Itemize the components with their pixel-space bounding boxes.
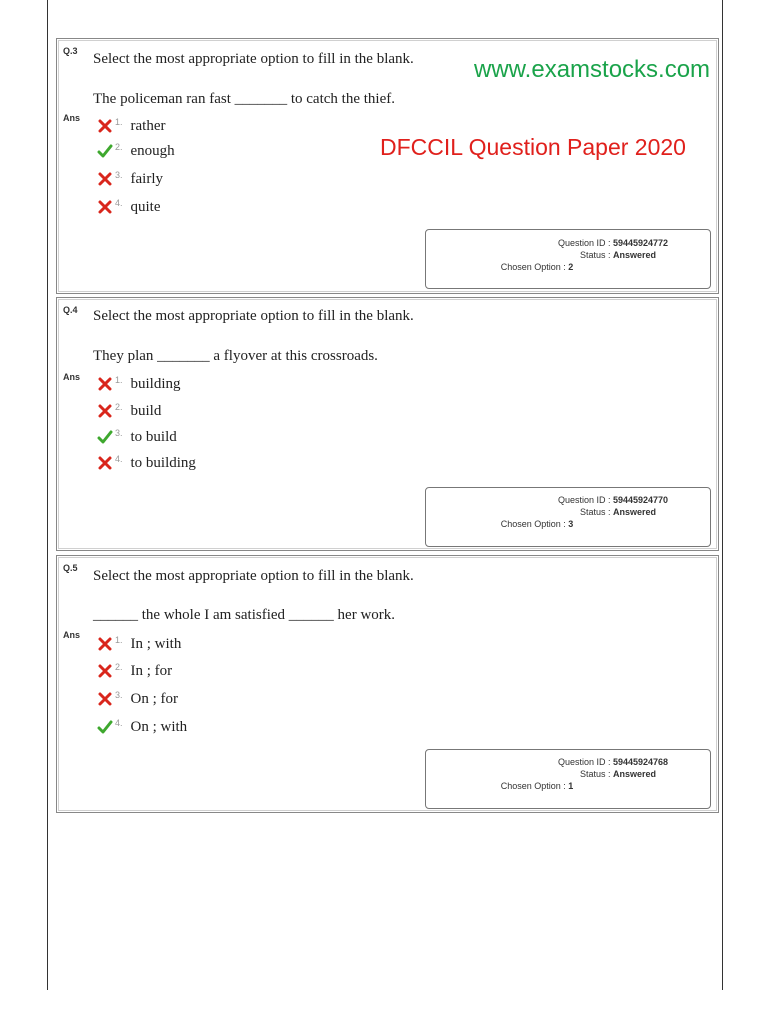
chosen-option-row: Chosen Option : 1 [500,781,574,791]
question-stem: ______ the whole I am satisfied ______ her work. [93,607,396,623]
chosen-option-value: 2 [568,262,574,272]
question-id: 59445924770 [612,495,669,505]
question-prompt: Select the most appropriate option to fill in the blank. [93,51,414,67]
option-text: to build [130,428,177,445]
option-text: enough [130,142,175,159]
page-border-right [722,0,723,990]
question-number: Q.4 [63,305,78,315]
option-number: 4. [115,198,123,208]
chosen-option-row: Chosen Option : 2 [500,262,574,272]
question-id: 59445924772 [612,238,669,248]
option-text: On ; for [130,690,179,707]
question-id: 59445924768 [612,757,669,767]
option-2 [97,400,161,422]
option-text: building [130,375,181,392]
option-1 [97,115,166,137]
chosen-option-value: 1 [568,781,574,791]
option-text: In ; with [130,635,182,652]
question-card-q5 [56,555,719,813]
option-number: 2. [115,662,123,672]
chosen-option-row: Chosen Option : 3 [500,519,574,529]
option-text: rather [130,117,166,134]
ans-label: Ans [63,630,81,640]
option-number: 4. [115,718,123,728]
option-2 [97,140,175,162]
option-4 [97,716,187,738]
option-number: 3. [115,690,123,700]
cross-icon [97,455,113,471]
cross-icon [97,636,113,652]
question-id-row: Question ID : 59445924772 [557,238,669,248]
check-icon [97,143,113,159]
option-number: 2. [115,142,123,152]
option-number: 1. [115,635,123,645]
status-value: Answered [613,769,657,779]
question-id-row: Question ID : 59445924768 [557,757,669,767]
option-4 [97,452,196,474]
cross-icon [97,403,113,419]
cross-icon [97,376,113,392]
question-info-box [425,487,711,547]
option-number: 1. [115,375,123,385]
question-id-row: Question ID : 59445924770 [557,495,669,505]
status-value: Answered [613,507,657,517]
check-icon [97,719,113,735]
option-3 [97,168,163,190]
option-number: 3. [115,428,123,438]
option-1 [97,373,181,395]
option-3 [97,426,177,448]
option-4 [97,196,161,218]
check-icon [97,429,113,445]
option-text: build [130,402,162,419]
cross-icon [97,118,113,134]
question-prompt: Select the most appropriate option to fill in the blank. [93,308,414,324]
question-stem: They plan _______ a flyover at this crossroads. [93,348,378,364]
option-text: to building [130,454,196,471]
option-1 [97,633,181,655]
question-number: Q.3 [63,46,78,56]
option-text: In ; for [130,662,173,679]
cross-icon [97,691,113,707]
question-prompt: Select the most appropriate option to fill in the blank. [93,568,414,584]
option-number: 3. [115,170,123,180]
ans-label: Ans [63,113,81,123]
question-card-q4 [56,297,719,551]
option-number: 4. [115,454,123,464]
page-border-left [47,0,48,990]
option-2 [97,660,172,682]
question-stem: The policeman ran fast _______ to catch the thief. [93,91,395,107]
option-text: On ; with [130,718,188,735]
status-row: Status : Answered [579,769,657,779]
cross-icon [97,171,113,187]
option-text: quite [130,198,161,215]
chosen-option-value: 3 [568,519,574,529]
status-value: Answered [613,250,657,260]
status-row: Status : Answered [579,250,657,260]
question-info-box [425,749,711,809]
ans-label: Ans [63,372,81,382]
option-text: fairly [130,170,163,187]
question-number: Q.5 [63,563,78,573]
cross-icon [97,663,113,679]
option-number: 2. [115,402,123,412]
status-row: Status : Answered [579,507,657,517]
watermark-url: www.examstocks.com [474,56,711,83]
question-info-box [425,229,711,289]
option-number: 1. [115,117,123,127]
option-3 [97,688,178,710]
cross-icon [97,199,113,215]
watermark-title: DFCCIL Question Paper 2020 [380,134,686,160]
